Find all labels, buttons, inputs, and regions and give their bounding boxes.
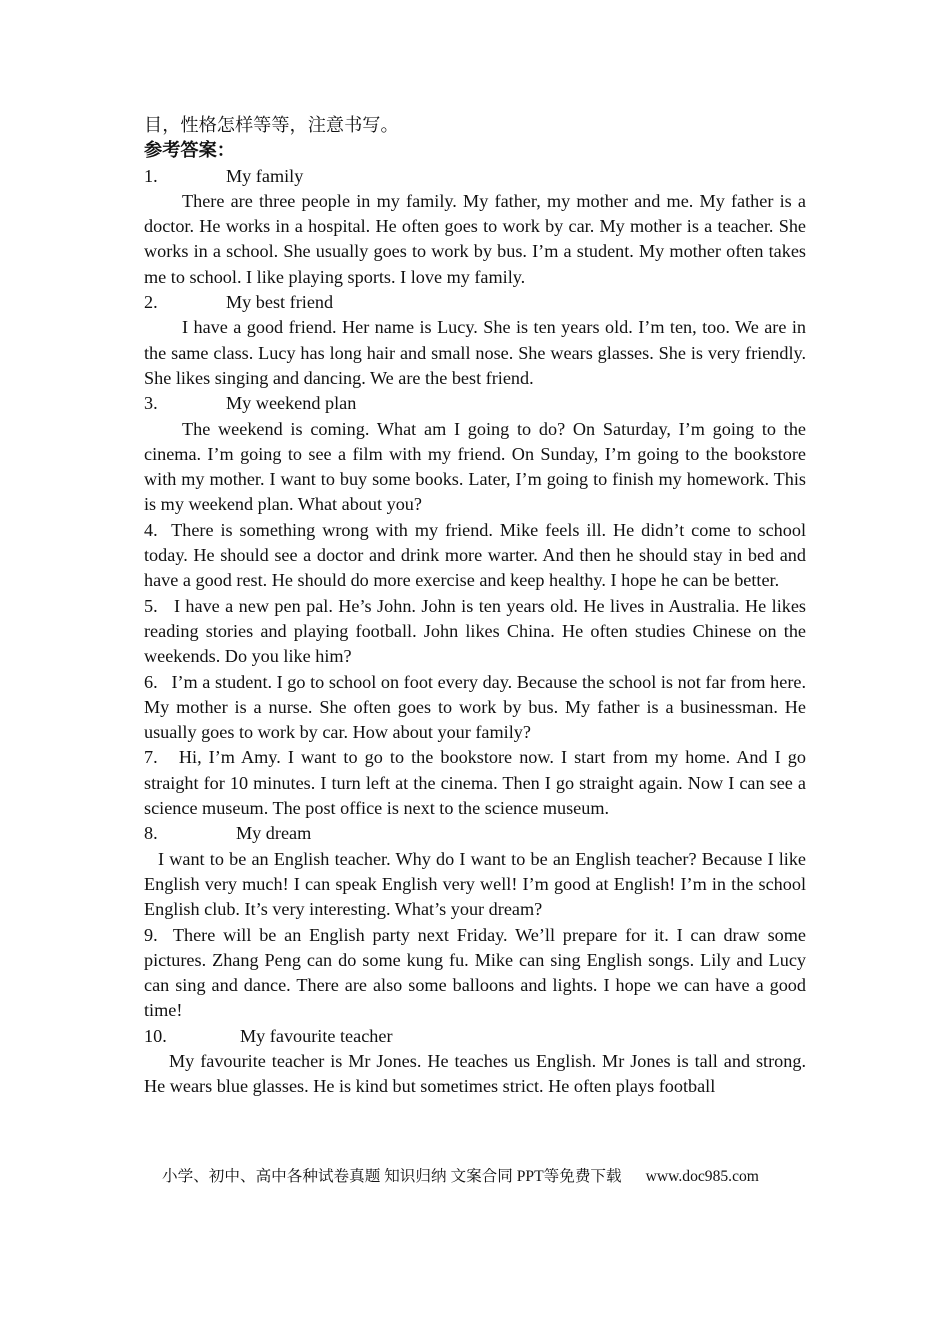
item-title-line: [144, 1024, 806, 1049]
item-number: 7.: [144, 747, 158, 768]
item-number: 4.: [144, 519, 158, 540]
item-number: 10.: [144, 1025, 167, 1046]
item-paragraph: [144, 923, 806, 1024]
item-number: 9.: [144, 924, 158, 945]
item-paragraph: There are three people in my family. My father, my mother and me. My father is a doctor. He works in a hospital. He often goes to work by car. My mother is a teacher. She works in a school. She usually goes to work by bus. I’m a student. My mother often takes me to school. I like playing sports. I love my family.: [144, 190, 806, 287]
item-number: 8.: [144, 823, 158, 844]
item-paragraph: [144, 518, 806, 594]
item-paragraph: [144, 670, 806, 746]
footer-text: 小学、初中、高中各种试卷真题 知识归纳 文案合同 PPT等免费下载: [162, 1168, 622, 1185]
item-title-line: [144, 164, 806, 189]
item-paragraph: [144, 594, 806, 670]
page-footer: [162, 1166, 759, 1188]
item-number: 2.: [144, 292, 158, 313]
item-title-line: [144, 391, 806, 416]
item-title-line: [144, 821, 806, 846]
document-content: [144, 113, 806, 1100]
item-paragraph: I have a good friend. Her name is Lucy. She is ten years old. I’m ten, too. We are in the same class. Lucy has long hair and small nose. She wears glasses. She is very friendly. She likes singing and dancing. We are the best friend.: [144, 317, 806, 388]
item-text: I’m a student. I go to school on foot every day. Because the school is not far from here. My mother is a nurse. She often goes to work by bus. My father is a businessman. He usually goes to work by car. How about your family?: [144, 671, 807, 743]
item-number: 6.: [144, 671, 158, 692]
item-text: I have a new pen pal. He’s John. John is ten years old. He lives in Australia. He likes reading stories and playing football. John likes China. He often studies Chinese on the weekends. Do you like him?: [144, 595, 807, 667]
item-number: 3.: [144, 393, 158, 414]
item-paragraph: The weekend is coming. What am I going to do? On Saturday, I’m going to the cinema. I’m going to see a film with my friend. On Sunday, I’m going to the bookstore with my mother. I want to buy some books. Later, I’m going to finish my homework. This is my weekend plan. What about you?: [144, 418, 806, 515]
intro-line: 目，性格怎样等等，注意书写。: [144, 115, 399, 135]
item-number: 1.: [144, 165, 158, 186]
item-title: My family: [226, 165, 304, 186]
item-text: Hi, I’m Amy. I want to go to the bookstore now. I start from my home. And I go straight for 10 minutes. I turn left at the cinema. Then I go straight again. Now I can see a science museum. The post office is next to the science museum.: [144, 747, 806, 819]
item-paragraph: My favourite teacher is Mr Jones. He teaches us English. Mr Jones is tall and strong. He wears blue glasses. He is kind but sometimes strict. He often plays football: [144, 1050, 806, 1097]
item-text: There will be an English party next Friday. We’ll prepare for it. I can draw some pictures. Zhang Peng can do some kung fu. Mike can sing English songs. Lily and Lucy can sing and dance. There are also some balloons and lights. I hope we can have a good time!: [144, 924, 806, 1021]
item-title: My dream: [236, 823, 312, 844]
item-paragraph: [144, 745, 806, 821]
answer-heading: 参考答案：: [144, 140, 235, 161]
item-title: My weekend plan: [226, 393, 357, 414]
item-title-line: [144, 290, 806, 315]
item-text: There is something wrong with my friend. Mike feels ill. He didn’t come to school today. He should see a doctor and drink more warter. And then he should stay in bed and have a good rest. He should do more exercise and keep healthy. I hope he can be better.: [144, 519, 806, 591]
item-paragraph: I want to be an English teacher. Why do I want to be an English teacher? Because I like English very much! I can speak English very well! I’m good at English! I’m in the school English club. It’s very interesting. What’s your dream?: [144, 848, 806, 920]
item-number: 5.: [144, 595, 158, 616]
item-title: My favourite teacher: [240, 1025, 393, 1046]
footer-url[interactable]: www.doc985.com: [645, 1168, 759, 1185]
item-title: My best friend: [226, 292, 334, 313]
